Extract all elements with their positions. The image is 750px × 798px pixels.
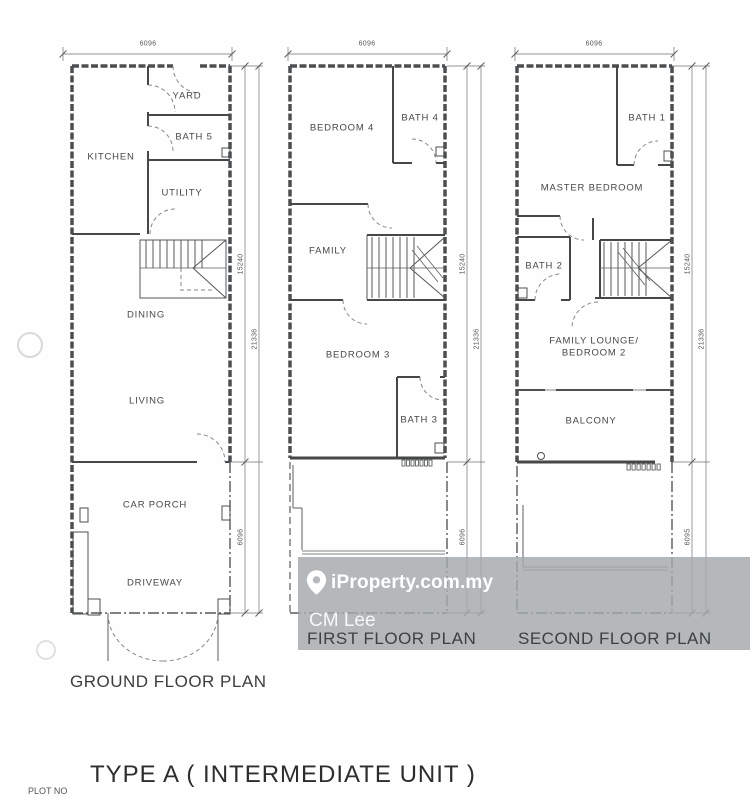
room-label-bath2: BATH 2	[525, 260, 563, 272]
watermark-brand: iProperty.com.my	[331, 572, 494, 593]
dim-first-upper: 15240	[459, 253, 467, 275]
room-label-bath1: BATH 1	[628, 112, 666, 124]
iproperty-pin-icon	[306, 569, 327, 596]
room-label-bedroom4: BEDROOM 4	[309, 122, 375, 134]
second-floor-linework	[512, 47, 711, 617]
dim-first-lower: 6096	[459, 528, 467, 546]
dim-ground-upper: 15240	[237, 253, 245, 275]
room-label-kitchen: KITCHEN	[87, 151, 135, 163]
room-label-bath3: BATH 3	[400, 414, 438, 426]
second-floor-plan-title: SECOND FLOOR PLAN	[518, 629, 712, 648]
scan-artifacts	[18, 333, 55, 659]
dim-second-total: 21336	[698, 328, 706, 350]
sheet-title: TYPE A ( INTERMEDIATE UNIT )	[90, 761, 476, 788]
dim-first-total: 21336	[473, 328, 481, 350]
room-label-family-lounge: FAMILY LOUNGE/	[549, 335, 639, 347]
room-label-bath5: BATH 5	[175, 131, 213, 143]
dim-second-upper: 15240	[684, 253, 692, 275]
room-label-car-porch: CAR PORCH	[122, 499, 188, 511]
room-label-family: FAMILY	[309, 245, 347, 257]
room-label-yard: YARD	[172, 90, 202, 102]
room-label-dining: DINING	[126, 309, 166, 321]
room-label-master-bedroom: MASTER BEDROOM	[540, 182, 644, 194]
watermark-agent: CM Lee	[309, 610, 376, 631]
dim-ground-total: 21336	[251, 328, 259, 350]
plot-number-label: PLOT NO	[28, 786, 68, 796]
ground-floor-plan-title: GROUND FLOOR PLAN	[70, 672, 267, 691]
room-label-driveway: DRIVEWAY	[126, 577, 184, 589]
room-label-bath4: BATH 4	[401, 112, 439, 124]
dim-first-width: 6096	[358, 40, 376, 48]
dim-second-lower: 6095	[684, 528, 692, 546]
dim-second-width: 6096	[585, 40, 603, 48]
dim-ground-lower: 6096	[237, 528, 245, 546]
room-label-bedroom3: BEDROOM 3	[325, 349, 391, 361]
room-label-utility: UTILITY	[161, 187, 203, 199]
room-label-balcony: BALCONY	[565, 415, 617, 427]
room-label-living: LIVING	[129, 395, 165, 407]
first-floor-plan-title: FIRST FLOOR PLAN	[307, 629, 477, 648]
room-label-bedroom2: BEDROOM 2	[561, 347, 627, 359]
dim-ground-width: 6096	[139, 40, 157, 48]
ground-floor-linework	[60, 47, 264, 661]
